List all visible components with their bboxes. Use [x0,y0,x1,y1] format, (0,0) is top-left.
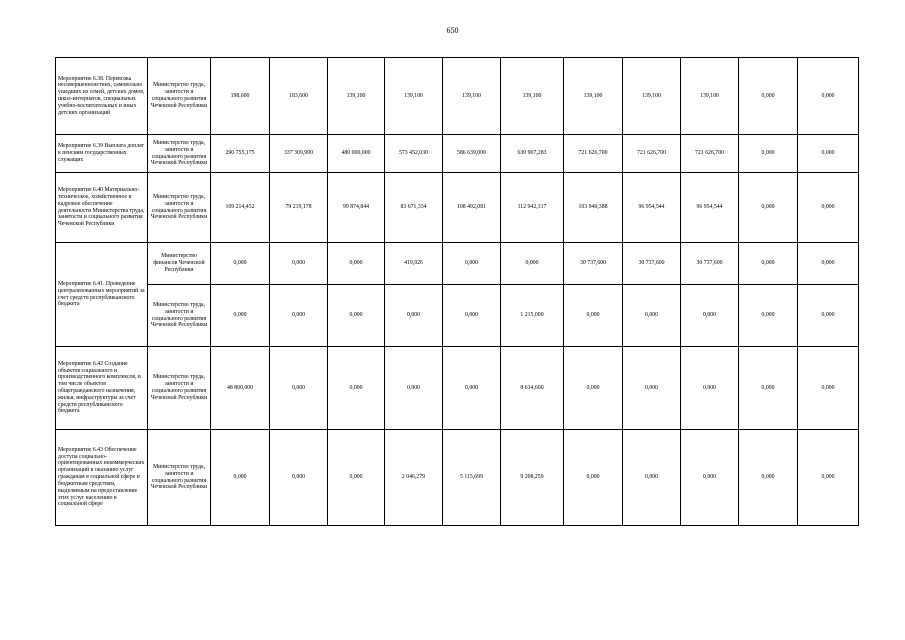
value-cell: 139,100 [385,58,443,135]
value-cell: 0,000 [623,430,681,526]
value-cell: 0,000 [328,347,385,430]
value-cell: 0,000 [623,347,681,430]
value-cell: 0,000 [739,58,798,135]
value-cell: 30 737,600 [681,243,739,285]
measure-name: Мероприятие 6.42 Создание объектов социального и производственного комплексов, в том числе объектов общегражданского назначения, жилья, инфраструктуры за счет средств республиканского бюджета [56,347,148,430]
executor: Министерство труда, занятости и социального развития Чеченской Республики [148,285,211,347]
value-cell: 8 614,600 [501,347,564,430]
value-cell: 0,000 [681,430,739,526]
value-cell: 99 874,844 [328,173,385,243]
value-cell: 290 755,175 [211,135,270,173]
value-cell: 337 309,900 [270,135,328,173]
value-cell: 0,000 [443,243,501,285]
table-row [56,58,859,135]
value-cell: 721 626,700 [564,135,623,173]
value-cell: 0,000 [739,243,798,285]
value-cell: 0,000 [443,347,501,430]
executor: Министерство труда, занятости и социального развития Чеченской Республики [148,173,211,243]
value-cell: 0,000 [328,285,385,347]
value-cell: 139,100 [501,58,564,135]
value-cell: 0,000 [798,173,859,243]
value-cell: 0,000 [739,135,798,173]
value-cell: 0,000 [739,173,798,243]
table-row [56,135,859,173]
value-cell: 0,000 [798,285,859,347]
value-cell: 9 208,259 [501,430,564,526]
value-cell: 48 800,000 [211,347,270,430]
value-cell: 0,000 [211,285,270,347]
measure-name: Мероприятие 6.40 Материально-техническое, хозяйственное и кадровое обеспечение деятельности Министерства труда, занятости и социального развития Чеченской Республики [56,173,148,243]
value-cell: 0,000 [798,430,859,526]
value-cell: 0,000 [443,285,501,347]
budget-table [55,57,859,526]
executor: Министерство труда, занятости и социального развития Чеченской Республики [148,430,211,526]
value-cell: 0,000 [739,430,798,526]
executor: Министерство труда, занятости и социального развития Чеченской Республики [148,347,211,430]
value-cell: 0,000 [564,285,623,347]
value-cell: 198,600 [211,58,270,135]
value-cell: 0,000 [211,243,270,285]
value-cell: 112 942,317 [501,173,564,243]
value-cell: 96 954,544 [623,173,681,243]
value-cell: 139,100 [623,58,681,135]
value-cell: 0,000 [681,285,739,347]
value-cell: 1 215,000 [501,285,564,347]
table-row [56,430,859,526]
value-cell: 630 907,283 [501,135,564,173]
value-cell: 108 492,081 [443,173,501,243]
value-cell: 721 626,700 [623,135,681,173]
value-cell: 103 940,388 [564,173,623,243]
value-cell: 96 954,544 [681,173,739,243]
value-cell: 0,000 [564,347,623,430]
value-cell: 109 214,452 [211,173,270,243]
executor: Министерство финансов Чеченской Республики [148,243,211,285]
value-cell: 573 452,030 [385,135,443,173]
table-row [56,173,859,243]
value-cell: 79 219,178 [270,173,328,243]
value-cell: 139,100 [564,58,623,135]
value-cell: 721 626,700 [681,135,739,173]
page-number: 650 [446,26,459,35]
value-cell: 0,000 [681,347,739,430]
value-cell: 0,000 [564,430,623,526]
value-cell: 0,000 [623,285,681,347]
value-cell: 2 046,279 [385,430,443,526]
value-cell: 0,000 [798,58,859,135]
value-cell: 183,600 [270,58,328,135]
value-cell: 0,000 [270,430,328,526]
value-cell: 0,000 [501,243,564,285]
value-cell: 0,000 [385,347,443,430]
measure-name: Мероприятие 6.38. Перевозка несовершеннолетних, самовольно ушедших из семей, детских домов, школ-интернатов, специальных учебно-воспитательных и иных детских организаций [56,58,148,135]
table-row [56,243,859,285]
value-cell: 586 639,000 [443,135,501,173]
value-cell: 0,000 [270,243,328,285]
value-cell: 480 000,000 [328,135,385,173]
measure-name: Мероприятие 6.39 Выплата доплат к пенсиям государственных служащих [56,135,148,173]
value-cell: 419,926 [385,243,443,285]
value-cell: 0,000 [798,243,859,285]
value-cell: 0,000 [739,285,798,347]
value-cell: 0,000 [270,285,328,347]
value-cell: 139,100 [443,58,501,135]
value-cell: 0,000 [270,347,328,430]
value-cell: 5 115,699 [443,430,501,526]
value-cell: 0,000 [328,430,385,526]
value-cell: 0,000 [385,285,443,347]
executor: Министерство труда, занятости и социального развития Чеченской Республики [148,135,211,173]
value-cell: 83 671,334 [385,173,443,243]
value-cell: 0,000 [739,347,798,430]
value-cell: 0,000 [798,135,859,173]
table-row [56,285,859,347]
measure-name: Мероприятие 6.43 Обеспечение доступа социально-ориентированных некоммерческих организаций к оказанию услуг гражданам в социальной сфере и бюджетным средствам, выделяемым на предоставление этих услуг населению в социальной сфере [56,430,148,526]
table-row [56,347,859,430]
value-cell: 0,000 [328,243,385,285]
value-cell: 0,000 [798,347,859,430]
value-cell: 0,000 [211,430,270,526]
value-cell: 30 737,600 [623,243,681,285]
executor: Министерство труда, занятости и социального развития Чеченской Республики [148,58,211,135]
measure-name: Мероприятие 6.41. Проведение централизованных мероприятий за счет средств республиканского бюджета [56,243,148,347]
value-cell: 139,100 [328,58,385,135]
value-cell: 30 737,600 [564,243,623,285]
value-cell: 139,100 [681,58,739,135]
